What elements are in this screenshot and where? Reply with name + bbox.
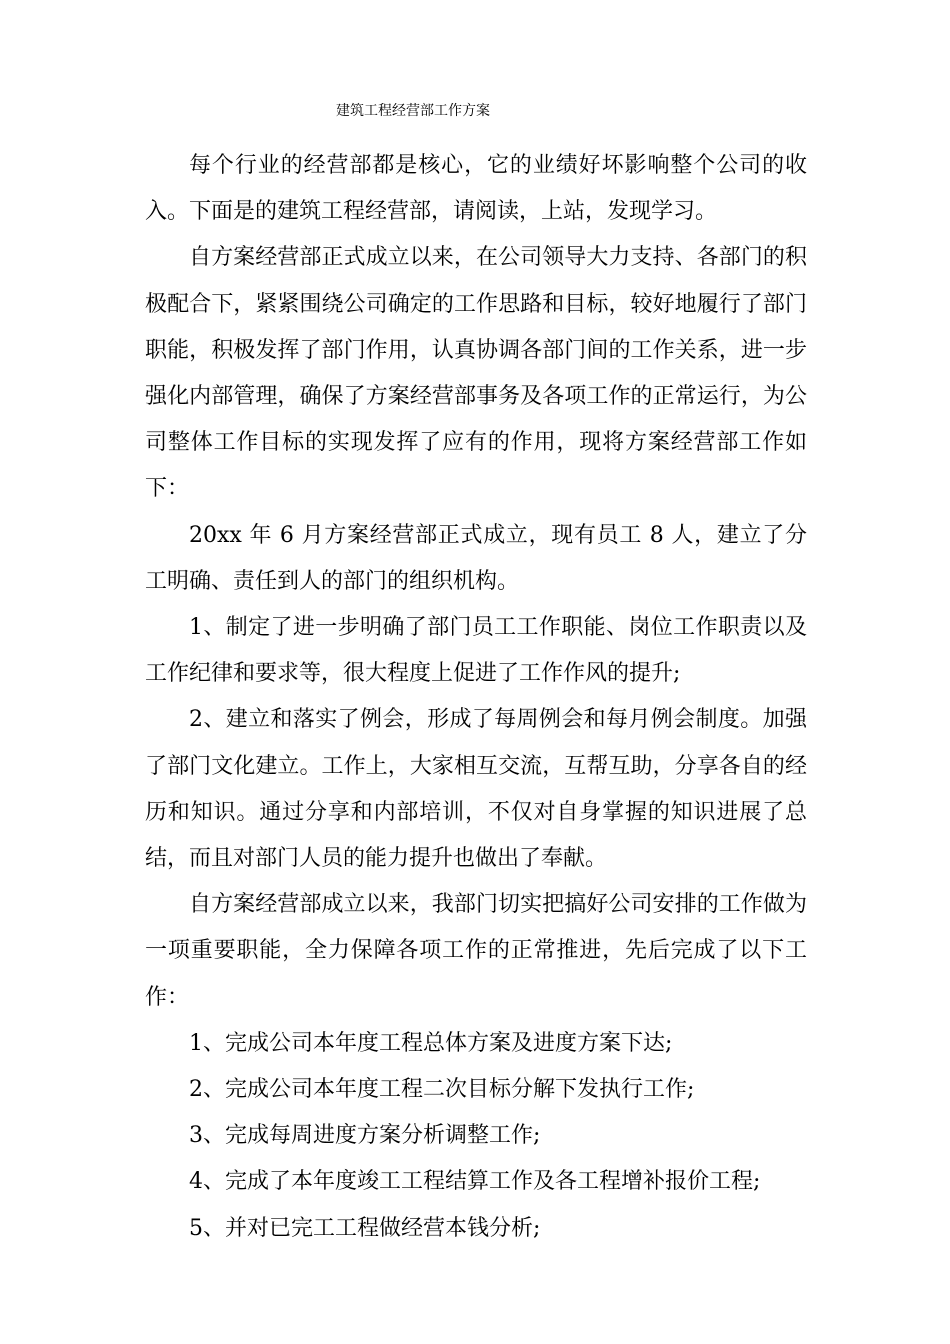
paragraph-item-1: 1、制定了进一步明确了部门员工工作职能、岗位工作职责以及工作纪律和要求等，很大程度上促进了工作作风的提升; [145,615,807,687]
list-item-1: 1、完成公司本年度工程总体方案及进度方案下达; [189,1030,673,1056]
paragraph-item-2: 2、建立和落实了例会，形成了每周例会和每月例会制度。加强了部门文化建立。工作上，大家相互交流，互帮互助，分享各自的经历和知识。通过分享和内部培训，不仅对自身掌握的知识进展了总结，而且对部门人员的能力提升也做出了奉献。 [145,707,807,872]
list-item-3: 3、完成每周进度方案分析调整工作; [189,1123,541,1149]
list-item-2: 2、完成公司本年度工程二次目标分解下发执行工作; [189,1077,695,1103]
document-title: 建筑工程经营部工作方案 [336,103,490,119]
paragraph-work-summary: 自方案经营部成立以来，我部门切实把搞好公司安排的工作做为一项重要职能，全力保障各项工作的正常推进，先后完成了以下工作： [145,892,807,1010]
list-item-4: 4、完成了本年度竣工工程结算工作及各工程增补报价工程; [189,1169,761,1195]
paragraph-founding: 20xx 年 6 月方案经营部正式成立，现有员工 8 人，建立了分工明确、责任到人的部门的组织机构。 [145,522,807,594]
document-body [145,143,807,1252]
paragraph-intro: 每个行业的经营部都是核心，它的业绩好坏影响整个公司的收入。下面是的建筑工程经营部，请阅读，上站，发现学习。 [145,153,807,225]
paragraph-overview: 自方案经营部正式成立以来，在公司领导大力支持、各部门的积极配合下，紧紧围绕公司确定的工作思路和目标，较好地履行了部门职能，积极发挥了部门作用，认真协调各部门间的工作关系，进一步强化内部管理，确保了方案经营部事务及各项工作的正常运行，为公司整体工作目标的实现发挥了应有的作用，现将方案经营部工作如下： [145,245,807,502]
list-item-5: 5、并对已完工工程做经营本钱分析; [189,1215,541,1241]
